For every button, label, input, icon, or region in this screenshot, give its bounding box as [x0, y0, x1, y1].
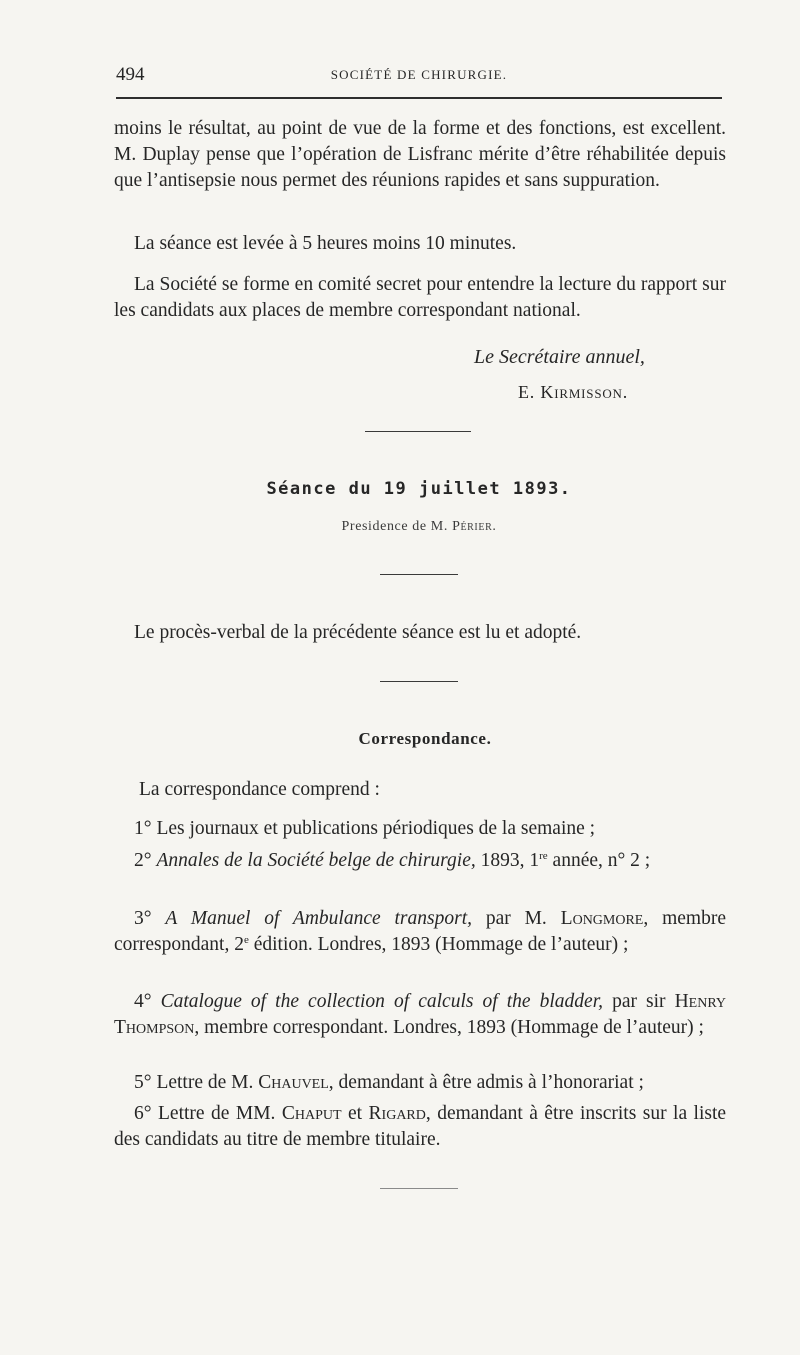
- item-text: Lettre de MM.: [158, 1103, 276, 1124]
- item-title: A Manuel of Ambulance transport,: [165, 908, 472, 929]
- session-divider: [380, 574, 458, 575]
- presidence-label: Presidence de M.: [341, 519, 448, 534]
- session-title: Séance du 19 juillet 1893.: [266, 479, 572, 499]
- item-text-end: demandant à être admis à l’honorariat ;: [338, 1072, 644, 1093]
- session-presidence: [0, 519, 800, 535]
- item-author: Longmore,: [560, 908, 649, 929]
- correspondence-item-5: [114, 1070, 726, 1096]
- correspondence-item-3: [114, 906, 726, 958]
- item-title: Annales de la Société belge de chirurgie,: [156, 850, 476, 871]
- running-head: [116, 64, 722, 86]
- minutes-adoption: Le procès-verbal de la précédente séance est lu et adopté.: [134, 622, 582, 643]
- item-number: 2°: [134, 850, 152, 871]
- correspondence-item-6: [114, 1101, 726, 1153]
- correspondence-heading: Correspondance.: [358, 729, 492, 748]
- item-text-end: demandant à être inscrits sur la liste des candidats au titre de membre titulaire.: [114, 1103, 727, 1150]
- item-text: membre correspondant, 2: [114, 908, 726, 955]
- item-author: Chaput: [281, 1103, 342, 1124]
- paragraph-comite-secret: La Société se forme en comité secret pour entendre la lecture du rapport sur les candidats aux places de membre correspondant national.: [114, 274, 726, 321]
- item-conjunction: et: [348, 1103, 363, 1124]
- correspondence-item-4: [114, 989, 726, 1041]
- item-text: année, n° 2 ;: [552, 850, 651, 871]
- paragraph-seance-levee: La séance est levée à 5 heures moins 10 minutes.: [134, 233, 517, 254]
- correspondence-item-2: [114, 848, 726, 874]
- end-divider: [380, 1188, 458, 1189]
- item-number: 4°: [134, 991, 152, 1012]
- signature-initial: E.: [518, 382, 536, 402]
- item-number: 1°: [134, 818, 152, 839]
- paragraph-operation-result: moins le résultat, au point de vue de la forme et des fonctions, est excellent. M. Duplay pense que l’opération de Lisfranc mérite d’être réhabilitée depuis que l’antisepsie nous permet des réunions rapides et sans suppuration.: [114, 118, 726, 191]
- item-author-2: Rigard,: [368, 1103, 431, 1124]
- signature-role: Le Secrétaire annuel,: [474, 346, 645, 368]
- page-number: 494: [116, 64, 145, 85]
- correspondence-item-1: [114, 816, 726, 842]
- president-name: Périer.: [452, 519, 497, 534]
- item-text-end: édition. Londres, 1893 (Hommage de l’auteur) ;: [253, 934, 629, 955]
- item-author: Henry Thompson,: [114, 991, 727, 1038]
- item-title: Catalogue of the collection of calculs of the bladder,: [160, 991, 603, 1012]
- running-title: SOCIÉTÉ DE CHIRURGIE.: [330, 67, 508, 82]
- item-superscript: re: [539, 850, 548, 862]
- minutes-divider: [380, 681, 458, 682]
- item-by: par sir: [612, 991, 666, 1012]
- item-year: 1893, 1: [480, 850, 540, 871]
- item-number: 6°: [134, 1103, 152, 1124]
- item-by: par M.: [485, 908, 547, 929]
- item-number: 3°: [134, 908, 152, 929]
- item-text: Lettre de M.: [156, 1072, 254, 1093]
- section-divider: [365, 431, 471, 432]
- correspondence-intro: La correspondance comprend :: [139, 779, 380, 800]
- item-text: membre correspondant. Londres, 1893 (Hommage de l’auteur) ;: [204, 1017, 704, 1038]
- item-number: 5°: [134, 1072, 152, 1093]
- item-text: Les journaux et publications périodiques de la semaine ;: [156, 818, 596, 839]
- signature-name: [518, 382, 628, 403]
- item-author: Chauvel,: [258, 1072, 334, 1093]
- signature-surname: Kirmisson.: [540, 382, 629, 402]
- header-rule: [116, 97, 722, 99]
- item-superscript: e: [243, 934, 249, 946]
